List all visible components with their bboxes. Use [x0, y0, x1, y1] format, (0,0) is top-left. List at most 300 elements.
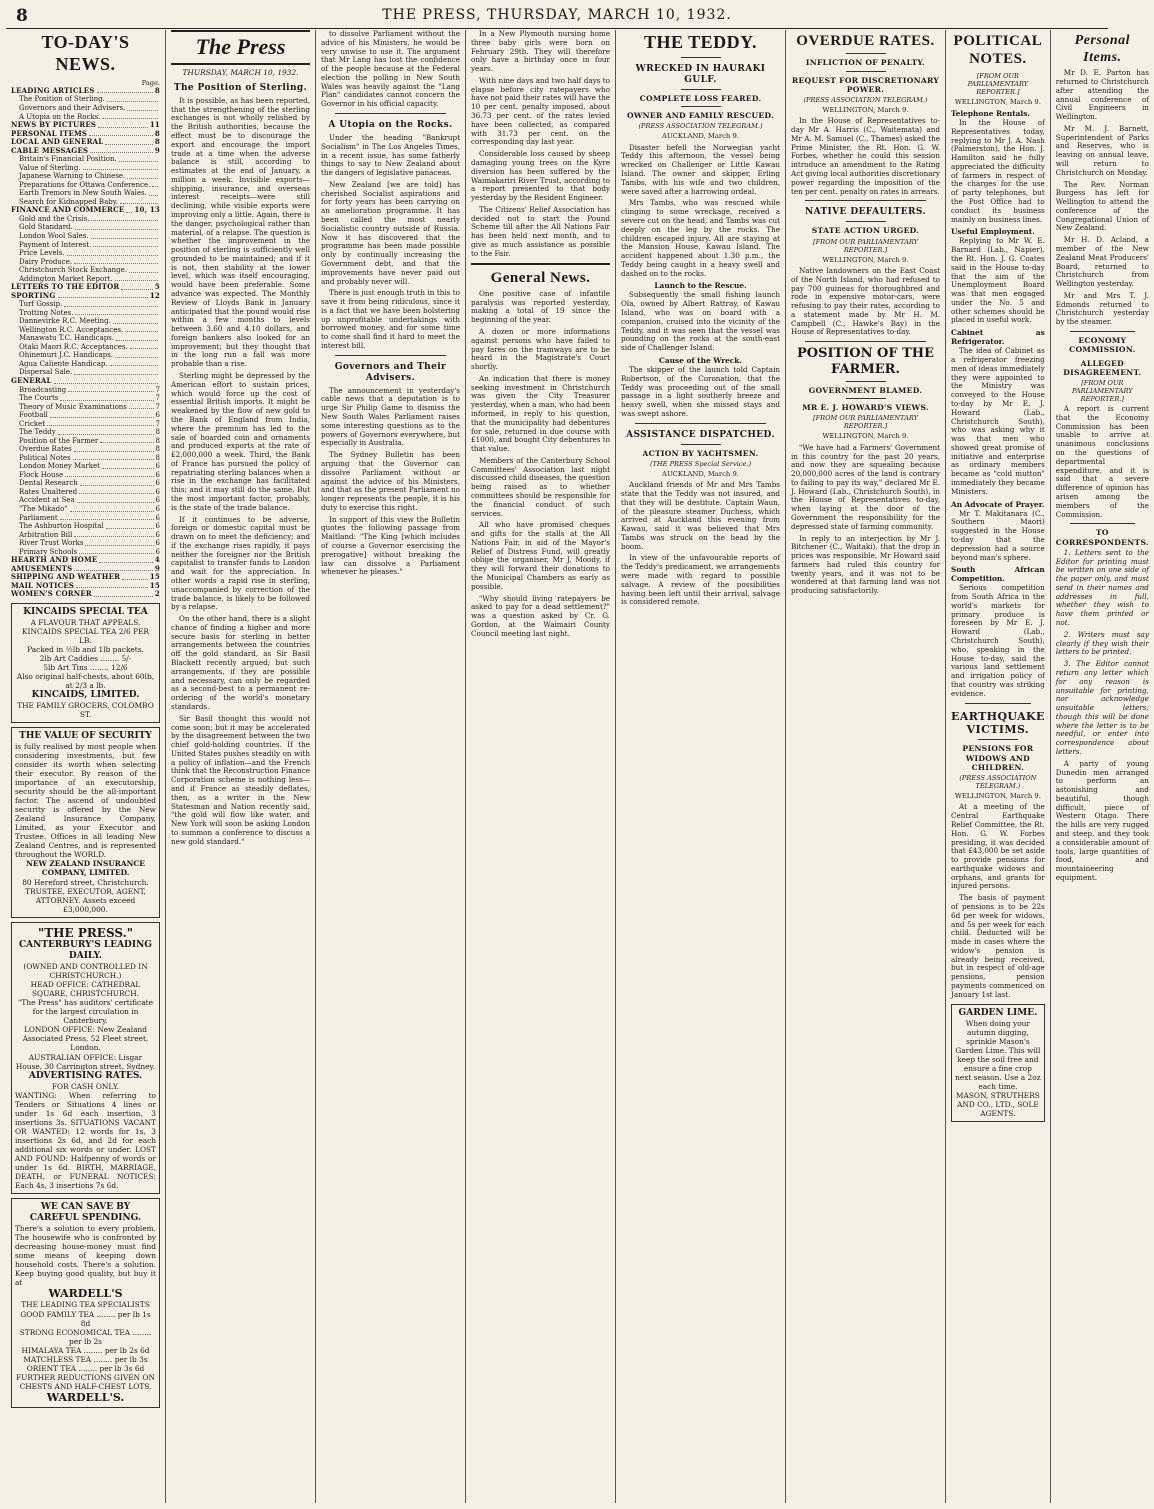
toc-leader [115, 275, 158, 282]
toc-leader [116, 334, 158, 341]
toc-leader [76, 582, 148, 589]
economy-subhead: ALLEGED DISAGREEMENT. [1063, 358, 1142, 377]
earthquake-subhead: PENSIONS FOR WIDOWS AND CHILDREN. [962, 744, 1034, 772]
toc-entry [11, 590, 160, 599]
earthquake-heading: EARTHQUAKE VICTIMS. [951, 709, 1045, 736]
toc-entry-label: Governors and their Advisers. [19, 104, 126, 112]
toc-leader [68, 386, 153, 393]
toc-entry-label: FINANCE AND COMMERCE [11, 205, 125, 215]
toc-entry [11, 411, 160, 420]
toc-entry-page: 6 [155, 470, 160, 479]
toc-leader [74, 531, 153, 538]
toc-leader [102, 462, 154, 469]
kincaids-packed: Packed in ½lb and 1lb packets. [27, 644, 144, 654]
toc-entry [11, 479, 160, 488]
toc-entry-page: 7 [155, 385, 160, 394]
toc-entry [11, 292, 160, 301]
toc-entry-label: Preparations for Ottawa Conference. [19, 180, 151, 189]
article-paragraph: to dissolve Parliament without the advice of his Ministers, he would be very unwise to use it. The argument that Mr Lang has lost the confidence of the people because at the Federal election the polling in New South Wales was heavily against the "Lang Plan" candidates cannot concern the Governor in his official capacity. [321, 29, 460, 109]
toc-entry-label: The Courts [19, 394, 59, 403]
toc-leader [149, 189, 158, 196]
toc-leader [105, 138, 153, 145]
masthead-title: THE PRESS, THURSDAY, MARCH 10, 1932. [382, 7, 732, 23]
general-news-heading: General News. [490, 269, 591, 286]
toc-leader [113, 317, 158, 324]
toc-entry-page: 8 [155, 436, 160, 445]
dateline: AUCKLAND, March 9. [662, 469, 739, 478]
toc-leader [107, 95, 158, 102]
toc-entry-label: Gold and the Crisis. [19, 214, 90, 223]
security-text: is fully realised by most people when considering investments, but few consider its worth when selecting their executor. By reason of the importance of an executorship, security should be the all-important factor. The ascend of undoubted security is offered by the New Zealand Insurance Company, Limited, as your Executor and Trustee. Offices in all leading New Zealand Centres, and is represented throughout the WORLD. [15, 742, 156, 860]
garden-lime-title: GARDEN LIME. [958, 1007, 1038, 1018]
toc-entry [11, 326, 160, 335]
toc-leader [91, 215, 158, 222]
overdue-rates-heading: OVERDUE RATES. [796, 33, 935, 49]
political-note-text: In the House of Representatives today, replying to Mr J. A. Nash (Palmerston), the Hon. J. Hamilton said he fully appreciated the difficulty of farmers in respect of the charges for the use of party telephones, but the Post Office had to conduct its business mainly on business lines. [951, 118, 1045, 224]
toc-entry-page: 8 [154, 137, 160, 147]
divider [846, 381, 886, 382]
toc-leader [152, 181, 158, 188]
press-sub: CANTERBURY'S LEADING DAILY. [19, 940, 152, 962]
dateline: WELLINGTON, March 9. [822, 106, 909, 115]
toc-entry-page: 6 [155, 504, 160, 513]
column-overdue-rates [786, 30, 946, 1503]
toc-entry-label: Broadcasting [19, 385, 67, 394]
toc-entry-label: HEARTH AND HOME [11, 555, 98, 565]
news-paragraph: With nine days and two half days to elapse before city ratepayers who have not paid their rates will have the 10 per cent. penalty imposed, about 36.73 per cent. of the rates levied have been collected, as compared with 31.73 per cent. on the corresponding day last year. [471, 75, 610, 147]
toc-entry-page: 11 [149, 120, 160, 130]
toc-entry-page: 6 [155, 411, 160, 420]
toc-leader [75, 309, 158, 316]
toc-entry-label: Position of the Farmer [19, 436, 99, 445]
toc-entry-label: Christchurch Stock Exchange. [19, 266, 128, 275]
columns [6, 29, 1149, 1503]
toc-entry-page: 5 [154, 282, 160, 292]
toc-entry-label: SPORTING [11, 290, 56, 300]
byline: (PRESS ASSOCIATION TELEGRAM.) [803, 96, 928, 105]
wardells-end: WARDELL'S. [46, 1390, 125, 1404]
column-personal-items [1051, 30, 1154, 1503]
toc-entry-page: 2 [154, 589, 160, 599]
teddy-subhead: WRECKED IN HAURAKI GULF. [635, 63, 766, 85]
wardells-tea: GOOD FAMILY TEA ........ per lb 1s 8d [20, 1309, 151, 1328]
article-paragraph: Auckland friends of Mr and Mrs Tambs state that the Teddy was not insured, and that they will be destitute. Captain Waun, of the pleasure steamer Duchess, which arrived at Auckland this evening from Kawau, said it was believed that Mrs Tambs was struck on the head by the boom. [621, 480, 780, 551]
divider [846, 221, 886, 222]
toc-entry-label: LOCAL AND GENERAL [11, 137, 104, 147]
toc-entry-page: 10, 13 [134, 205, 160, 215]
press-advert [11, 922, 160, 1194]
kincaids-advert [11, 603, 160, 723]
toc-entry [11, 309, 160, 318]
dateline: WELLINGTON, March 9. [954, 792, 1041, 801]
toc-leader [120, 198, 158, 205]
dateline: WELLINGTON, March 9. [822, 432, 909, 441]
personal-paragraph: Mr and Mrs T. J. Edmonds returned to Christchurch yesterday by the steamer. [1055, 290, 1149, 327]
toc-leader [110, 360, 158, 367]
toc-entry [11, 505, 160, 514]
news-paragraph: A dozen or more informations against persons who have failed to pay fares on the tramways are to be heard in the Magistrate's Court shortly. [471, 326, 610, 372]
article-paragraph: Disaster befell the Norwegian yacht Teddy this afternoon, the vessel being wrecked on Challenger or Little Kawau Island. The owner and skipper, Erling Tambs, with his wife and two children, were saved after a harrowing ordeal. [621, 142, 780, 196]
toc-entry-label: Payment of Interest. [19, 240, 92, 249]
divider [335, 113, 446, 114]
toc-entry-label: Cricket [19, 419, 46, 428]
article-paragraph: In support of this view the Bulletin quotes the following passage from Maitland: "The King [which includes of course a Governor exercising the prerogative] without breaking the law can dissolve a Parliament whenever he pleases." [321, 514, 460, 577]
toc-entry-label: Dental Research [19, 479, 78, 488]
divider [681, 57, 721, 58]
toc-entry-page: 7 [155, 402, 160, 411]
news-paragraph: In a New Plymouth nursing home three baby girls were born on February 29th. They will therefore only have a birthday once in four years. [471, 29, 610, 74]
toc-leader [129, 403, 154, 410]
toc-entry-label: Britain's Financial Position. [19, 155, 117, 164]
divider [681, 444, 721, 445]
page-label: Page. [141, 78, 160, 87]
australian-office: AUSTRALIAN OFFICE: Lisgar House, 30 Carrington street, Sydney. [15, 1052, 156, 1071]
divider [965, 703, 1031, 704]
byline: [FROM OUR PARLIAMENTARY REPORTER.] [1072, 379, 1133, 404]
toc-entry-label: London Money Market [19, 462, 100, 471]
toc-entry-label: Theory of Music Examinations [19, 402, 127, 411]
divider [681, 89, 721, 90]
divider [846, 53, 886, 54]
toc-entry [11, 386, 160, 395]
toc-entry-label: London Wool Sales. [19, 231, 89, 240]
toc-entry [11, 104, 160, 113]
toc-entry-label: Dispersal Sale. [19, 368, 73, 377]
security-address: 80 Hereford street, Christchurch. [22, 877, 149, 887]
article-paragraph: If it continues to be adverse, foreign or domestic capital must be drawn on to meet the deficiency; and if the exchange rises rapidly, it pays neither the foreigner nor the British capitalist to transfer funds to London and wait for the appreciation. In other words a rapid rise in sterling, unaccompanied by correction of the trade balance, is likely to be followed by a relapse. [171, 514, 310, 612]
toc-leader [130, 343, 158, 350]
divider [1070, 331, 1135, 332]
article-paragraph: In view of the unfavourable reports of the Teddy's predicament, we arrangements were made with regard to possible salvage. A review of the possibilities having been left until their arrival, salvage is considered remote. [621, 553, 780, 607]
divider [1070, 523, 1135, 524]
toc-entry [11, 206, 160, 215]
toc-entry [11, 249, 160, 258]
toc-leader [70, 505, 154, 512]
toc-leader [94, 590, 153, 597]
article-paragraph: On the other hand, there is a slight chance of finding a higher and more secure basis for sterling in better arrangements between the countries off the gold standard, as Sir Basil Blackett recently argued; but such arrangements, if they are possible and necessary, can only be regarded as a second-best to a permanent re-ordering of the world's monetary standards. [171, 614, 310, 711]
toc-leader [60, 514, 154, 521]
toc-entry-page: 9 [154, 563, 160, 573]
toc-leader [121, 283, 153, 290]
article-paragraph: It is possible, as has been reported, that the strengthening of the sterling exchanges is not wholly relished by the British authorities, because the effect must be to discourage the export and encourage the import trade at a time when the adverse balance is still, according to estimates at the end of January, a million a week. Invisible exports—shipping, insurance, and overseas interest receipts—were still declining, while visible exports were improving only a little. Again, there is the danger, psychological rather than material, of a relapse. The question is whether the improvement in the position of sterling is sufficiently well grounded to be maintained; and if it is not, then stability at the lower level, which was itself encouraging, would have been preferable. Some advance was expected. The Monthly Review of Lloyds Bank in January anticipated that the pound would rise within a few months to levels between 3.60 and 4.10 dollars, and foreign bankers also looked for an improvement; but they thought that in the long run a fall was more probable than a rise. [171, 95, 310, 369]
toc-entry-label: Manawatu T.C. Handicaps. [19, 334, 115, 343]
toc-entry-label: Earth Tremors in New South Wales. [19, 189, 147, 198]
wardells-tea: STRONG ECONOMICAL TEA ........ per lb 2s [19, 1327, 152, 1346]
article-paragraph: "We have had a Farmers' Government in this country for the past 20 years, and now they are squealing because 20,000,000 acres of the land is contrary to failing to pay its way," declared Mr E. J. Howard (Lab., Christchurch South), in the House of Representatives to-day, when laying at the door of the Government the responsibility for the depressed state of farming community. [791, 442, 940, 531]
personal-paragraph: Mr D. E. Parton has returned to Christchurch after attending the annual conference of Civil Engineers in Wellington. [1055, 68, 1149, 122]
toc-leader [67, 249, 158, 256]
article-paragraph: At a meeting of the Central Earthquake Relief Committee, the Rt. Hon. G. W. Forbes presiding, it was decided that £43,000 be set aside to provide pensions for earthquake widows and orphans, and grants for injured persons. [951, 802, 1045, 891]
correspondents-rule: 2. Writers must say clearly if they wish their letters to be printed. [1055, 629, 1149, 657]
security-advert [11, 727, 160, 918]
toc-entry-label: Japanese Warning to Chinese. [19, 172, 126, 181]
teddy-heading: THE TEDDY. [643, 32, 758, 52]
personal-paragraph: The Rev. Norman Burgess has left for Wellington to attend the conference of the Congregational Union of New Zealand. [1055, 179, 1149, 233]
toc-leader [74, 445, 154, 452]
toc-entry [11, 223, 160, 232]
toc-leader [74, 258, 158, 265]
news-paragraph: The Citizens' Relief Association has decided not to start the Pound Scheme till after the All Nations Fair has been held next month, and to give as much assistance as possible to the Fair. [471, 204, 610, 258]
toc-entry [11, 147, 160, 156]
toc-leader [126, 206, 132, 213]
toc-entry [11, 531, 160, 540]
column-general-news [466, 30, 616, 1503]
toc-leader [89, 130, 153, 137]
toc-leader [58, 292, 148, 299]
toc-entry-label: Parliament [19, 513, 58, 522]
toc-entry-page: 6 [155, 522, 160, 531]
rates-subhead: INFLICTION OF PENALTY. [805, 58, 926, 68]
ad-rates-text: WANTING: When referring to Tenders or Situations 4 lines or under 1s 6d each insertion, 3 insertions 3s. SITUATIONS VACANT OR WANTED: 12 words for 1s, 3 insertions 2s 6d, and 2d for each additional six words or under. LOST AND FOUND: Halfpenny of words or under 1s 6d. BIRTH, MARRIAGE, DEATH, or FUNERAL NOTICES: Each 4s, 3 insertions 7s 6d. [15, 1090, 156, 1190]
save-text: There's a solution to every problem. The housewife who is confronted by decreasing house-money must find some means of keeping down household costs. There's a solution. Keep buying good quality, but buy it at [15, 1223, 156, 1288]
toc-entry [11, 522, 160, 531]
section-subhead: Cause of the Wreck. [659, 355, 742, 365]
political-note-text: Mr T. Makitanara (C., Southern Maori) suggested in the House to-day that the depression had a source beyond man's sphere. [951, 508, 1045, 562]
article-paragraph: The skipper of the launch told Captain Robertson, of the Coronation, that the Teddy was proceeding out of the small passage in a light southerly breeze and heavy swell, when she missed stays and was swept ashore. [621, 364, 780, 418]
article-paragraph: The Sydney Bulletin has been arguing that the Governor can dissolve Parliament without or against the advice of his Ministers, and that as the present Parliament no longer represents the people, it is his duty to exercise this right. [321, 450, 460, 512]
toc-entry-label: Football [19, 411, 48, 420]
press-office: HEAD OFFICE: CATHEDRAL SQUARE, CHRISTCHURCH. [30, 980, 141, 999]
toc-leader [83, 164, 158, 171]
toc-entry [11, 258, 160, 267]
toc-entry [11, 377, 160, 386]
press-owned: (OWNED AND CONTROLLED IN CHRISTCHURCH.) [23, 962, 148, 981]
toc-leader [115, 351, 158, 358]
toc-leader [100, 437, 153, 444]
farmer-subhead: MR E. J. HOWARD'S VIEWS. [802, 403, 929, 413]
toc-entry-label: WOMEN'S CORNER [11, 589, 92, 599]
divider [805, 341, 926, 342]
toc-entry-label: Price Levels. [19, 249, 65, 258]
toc-entry-page: 4 [154, 555, 160, 565]
dateline: AUCKLAND, March 9. [662, 132, 739, 141]
security-title: THE VALUE OF SECURITY [19, 731, 152, 742]
save-title: WE CAN SAVE BY CAREFUL SPENDING. [29, 1201, 142, 1223]
toc-entry-label: River Trust Works [19, 539, 84, 548]
toc-entry-page: 6 [155, 539, 160, 548]
toc-entry [11, 351, 160, 360]
toc-entry [11, 445, 160, 454]
toc-entry-page: 7 [155, 394, 160, 403]
toc-entry-label: MAIL NOTICES [11, 580, 75, 590]
toc-entry-label: Agua Caliente Handicap. [19, 359, 108, 368]
article-paragraph: Sterling might be depressed by the American effort to sustain prices, which would force up the cost of essential British imports. It might be weakened by the flow of new gold to the Bank of England from India, where the premium has led to the sale of hoarded coin and ornaments and produced exports at the rate of £2,000,000 a week. Third, the Bank of France has pursued the policy of repatriating sterling balances when a rise in the exchange has facilitated this; and it may still do the same. But the most important factor, probably, is the state of the trade balance. [171, 371, 310, 512]
toc-entry-page: 15 [149, 572, 160, 582]
toc-leader [65, 471, 153, 478]
toc-leader [74, 368, 158, 375]
toc-entry-label: Dairy Produce. [19, 257, 73, 266]
toc-entry [11, 462, 160, 471]
article-paragraph: In the House of Representatives to-day Mr A. Harris (C., Waitemata) and Mr A. M. Samuel (C., Thames) asked the Prime Minister, the Rt. Hon. G. W. Forbes, whether he could this session introduce an amendment to the Rating Act giving local authorities discretionary power regarding the imposition of the ten per cent. penalty on rates in arrears. [791, 116, 940, 196]
toc-entry [11, 317, 160, 326]
toc-entry-label: Arbitration Bill [19, 530, 73, 539]
toc-entry-label: "The Mikado" [19, 504, 68, 513]
toc-entry [11, 496, 160, 505]
toc-leader [119, 155, 158, 162]
toc-entry [11, 488, 160, 497]
correspondents-rule: 1. Letters sent to the Editor for printing must be written on one side of the paper only, and must send in their names and addresses in full, whether they wish to have them printed or not. [1055, 547, 1149, 628]
toc-leader [129, 266, 158, 273]
toc-entry [11, 172, 160, 181]
wardells-advert [11, 1198, 160, 1408]
wardells-tea: HIMALAYA TEA ........ per lb 2s 6d [21, 1345, 150, 1355]
garden-lime-advert [951, 1004, 1045, 1122]
byline: (PRESS ASSOCIATION TELEGRAM.) [959, 774, 1037, 791]
toc-leader [79, 548, 153, 555]
column-political-notes [946, 30, 1051, 1503]
toc-entry-label: Overdue Rates [19, 445, 72, 454]
correspondents-heading: TO CORRESPONDENTS. [1055, 528, 1149, 547]
toc-leader [47, 420, 153, 427]
divider [846, 71, 886, 72]
toc-leader [54, 377, 158, 384]
divider [681, 106, 721, 107]
toc-entry-label: Trotting Notes. [19, 308, 74, 317]
political-note-text: Serious competition from South Africa in the world's markets for primary produce is foreseen by Mr E. J. Howard (Lab., Christchurch South), who, speaking in the House to-day, said the various land settlement and irrigation policy of that country was striking evidence. [951, 583, 1045, 698]
kincaids-company-sub: THE FAMILY GROCERS, COLOMBO ST. [17, 701, 154, 720]
todays-news-heading: TO-DAY'S NEWS. [41, 32, 130, 74]
toc-entry-label: NEWS BY PICTURES [11, 120, 97, 130]
london-office: LONDON OFFICE: New Zealand Associated Press, 52 Fleet street, London. [22, 1025, 149, 1053]
toc-entry [11, 95, 160, 104]
article-paragraph: Native landowners on the East Coast of the North Island, who had refused to pay 700 guineas for thoroughbred and rode in expensive motor-cars, were refusing to pay their rates, according to a statement made by Mr H. M. Campbell (C., Hawke's Bay) in the House of Representatives to-day. [791, 265, 940, 337]
native-subhead: STATE ACTION URGED. [811, 226, 920, 236]
section-subhead: Launch to the Rescue. [654, 281, 747, 291]
toc-entry-label: Accident at Sea [19, 496, 75, 505]
political-note-heading: Telephone Rentals. [951, 108, 1030, 118]
toc-entry [11, 241, 160, 250]
toc-entry-label: The Ashburton Hospital [19, 522, 104, 531]
dateline: WELLINGTON, March 9. [954, 97, 1041, 106]
toc-entry [11, 360, 160, 369]
byline: (THE PRESS Special Service.) [649, 459, 752, 468]
native-heading: NATIVE DEFAULTERS. [804, 207, 927, 218]
toc-entry [11, 437, 160, 446]
political-note-heading: Useful Employment. [951, 227, 1035, 237]
toc-entry-page: 15 [149, 580, 160, 590]
toc-entry-label: CABLE MESSAGES [11, 145, 89, 155]
article-paragraph: Under the heading "Bankrupt Socialism" in The Los Angeles Times, in a recent issue, has some fatherly things to say to New Zealand about the dangers of legislative panaceas. [321, 133, 460, 178]
toc-entry-page: 8 [154, 85, 160, 95]
toc-entry [11, 514, 160, 523]
toc-entry-label: Rates Unaltered [19, 487, 78, 496]
article-paragraph: Mrs Tambs, who was rescued while clinging to some wreckage, received a severe cut on the head, and Tambs was cut deeply on the leg by the rocks. The children escaped injury. All are staying at the Mansion House, Kawau Island. The accident happened about 1.30 p.m., the Teddy being caught in a heavy swell and dashed on to the rocks. [621, 198, 780, 278]
kincaids-row: 2lb Art Caddies ........ 5/- [39, 653, 132, 663]
wardells-foot: FURTHER REDUCTIONS GIVEN ON CHESTS AND HALF-CHEST LOTS. [16, 1372, 155, 1391]
kincaids-row: 5lb Art Tins ........ 12/6 [43, 662, 128, 672]
toc-entry [11, 215, 160, 224]
press-title: "THE PRESS." [37, 925, 134, 940]
toc-leader [122, 573, 148, 580]
toc-entry-page: 6 [155, 547, 160, 556]
toc-entry [11, 181, 160, 190]
kincaids-note: Also original half-chests, about 60lb, at 2/3 a lb. [16, 671, 155, 690]
divider [335, 355, 446, 356]
press-audit: "The Press" has auditors' certificate for the largest circulation in Canterbury. [18, 998, 153, 1026]
toc-leader [127, 104, 158, 111]
toc-entry-label: SHIPPING AND WEATHER [11, 572, 121, 582]
assistance-subhead: ACTION BY YACHTSMEN. [642, 448, 759, 458]
toc-leader [125, 326, 158, 333]
divider [471, 263, 610, 265]
wardells-tea: ORIENT TEA ........ per lb 3s 6d [26, 1363, 145, 1373]
toc-leader [80, 479, 154, 486]
toc-entry-label: Ohinemuri J.C. Handicaps. [19, 351, 114, 360]
divider [805, 200, 926, 201]
toc-entry [11, 420, 160, 429]
toc-entry [11, 232, 160, 241]
byline: (PRESS ASSOCIATION TELEGRAM.) [638, 122, 763, 131]
column-teddy [616, 30, 786, 1503]
toc-entry [11, 189, 160, 198]
toc-entry-label: The Teddy [19, 428, 56, 437]
dateline: WELLINGTON, March 9. [822, 255, 909, 264]
byline: [FROM OUR PARLIAMENTARY REPORTER.] [967, 71, 1029, 96]
article-paragraph: A report is current that the Economy Commission has been unable to arrive at unanimous conclusions on the questions of departmental expenditure, and it is said that a severe difference of opinion has arisen among the members of the Commission. [1055, 404, 1149, 519]
article-paragraph: Sir Basil thought this would not come soon; but it may be accelerated by the disagreement between the two chief gold-holding countries. If the United States pushes steadily on with a policy of inflation—and the French think that the Reconstruction Finance Corporation scheme is nothing less—and if France as steadily deflates, then, as a writer in the New Statesman and Nation recently said, "the gold will flow like water, and New York will soon be asking London to summon a conference to discuss a new gold standard." [171, 713, 310, 846]
toc-leader [77, 496, 154, 503]
toc-leader [98, 121, 148, 128]
personal-paragraph: Mr M. J. Barnett, Superintendent of Parks and Reserves, who is leaving on annual leave, will return to Christchurch on Monday. [1055, 123, 1149, 177]
toc-entry-page: 6 [155, 487, 160, 496]
toc-entry-label: Gold Standard. [19, 223, 73, 232]
news-paragraph: All who have promised cheques and gifts for the stalls at the All Nations Fair, in aid of the Mayor's Relief of Distress Fund, will greatly oblige the organiser, Mr J. Moody, if they will forward their donations to the Municipal Chambers as early as possible. [471, 520, 610, 591]
rates-subhead: REQUEST FOR DISCRETIONARY POWER. [791, 75, 940, 94]
toc-entry [11, 343, 160, 352]
news-paragraph: One positive case of infantile paralysis was reported yesterday, making a total of 19 since the beginning of the year. [471, 288, 610, 325]
toc-entry-page: 8 [155, 453, 160, 462]
toc-leader [50, 411, 154, 418]
toc-leader [93, 241, 158, 248]
toc-leader [60, 394, 153, 401]
toc-entry [11, 334, 160, 343]
toc-entry-label: Primary Schools [19, 547, 78, 556]
governors-heading: Governors and Their Advisers. [334, 361, 447, 383]
toc-entry-label: A Utopia on the Rocks. [19, 112, 101, 121]
news-paragraph: Considerable loss caused by sheep damaging young trees on the Kyre diversion has been suffered by the Waimakariri River Trust, according to a report presented to that body yesterday by the Resident Engineer. [471, 149, 610, 203]
divider [635, 423, 766, 424]
toc-entry-page: 6 [155, 513, 160, 522]
toc-entry-page: 6 [155, 462, 160, 471]
political-notes-heading: POLITICAL NOTES. [953, 33, 1043, 68]
column-editorial [166, 30, 316, 1503]
toc-leader [91, 232, 158, 239]
toc-leader [73, 454, 154, 461]
byline: [FROM OUR PARLIAMENTARY REPORTER.] [813, 414, 918, 431]
toc-entry [11, 164, 160, 173]
toc-leader [127, 172, 158, 179]
article-paragraph: A party of young Dunedin men arranged to perform an astonishing and beautiful, though difficult, piece of Western Otago. There the hills are very rugged and steep, and they took a considerable amount of tools, large quantities of food, and mountaineering equipment. [1055, 758, 1149, 882]
article-paragraph: In reply to an interjection by Mr J. Bitchener (C., Waitaki), that the drop in prices was responsible, Mr Howard said farmers had ruled this country for twenty years, and it was not to be wondered at that farming land was not producing satisfactorily. [791, 533, 940, 596]
farmer-heading: POSITION OF THE FARMER. [796, 346, 934, 378]
political-note-heading: An Advocate of Prayer. [951, 499, 1045, 509]
wardells-name: WARDELL'S [48, 1287, 123, 1301]
security-company: NEW ZEALAND INSURANCE COMPANY, LIMITED. [26, 859, 145, 878]
political-note-text: Replying to Mr W. E. Barnard (Lab., Napier), the Rt. Hon. J. G. Coates said in the House to-day that the aim of the Unemployment Board was that men engaged under the No. 5 and other schemes should be placed in useful work. [951, 236, 1045, 325]
toc-entry-label: AMUSEMENTS [11, 563, 73, 573]
assistance-heading: ASSISTANCE DISPATCHED. [626, 429, 775, 440]
toc-entry [11, 428, 160, 437]
editorial-date: THURSDAY, MARCH 10, 1932. [182, 67, 299, 77]
teddy-subhead: OWNER AND FAMILY RESCUED. [626, 111, 775, 121]
economy-heading: ECONOMY COMMISSION. [1069, 336, 1136, 355]
toc-leader [102, 113, 158, 120]
news-paragraph: Members of the Canterbury School Committees' Association last night discussed child diseases, the question being raised as to whether committees should be responsible for the financial conduct of such services. [471, 455, 610, 518]
correspondents-rule: 3. The Editor cannot return any letter which for any reason is unsuitable for printing, nor acknowledge unsuitable letters; though this will be done where the letter is to be needful, or enter into correspondence about letters. [1055, 659, 1149, 756]
toc-entry-page: 8 [155, 445, 160, 454]
toc-leader [106, 522, 154, 529]
toc-entry [11, 471, 160, 480]
